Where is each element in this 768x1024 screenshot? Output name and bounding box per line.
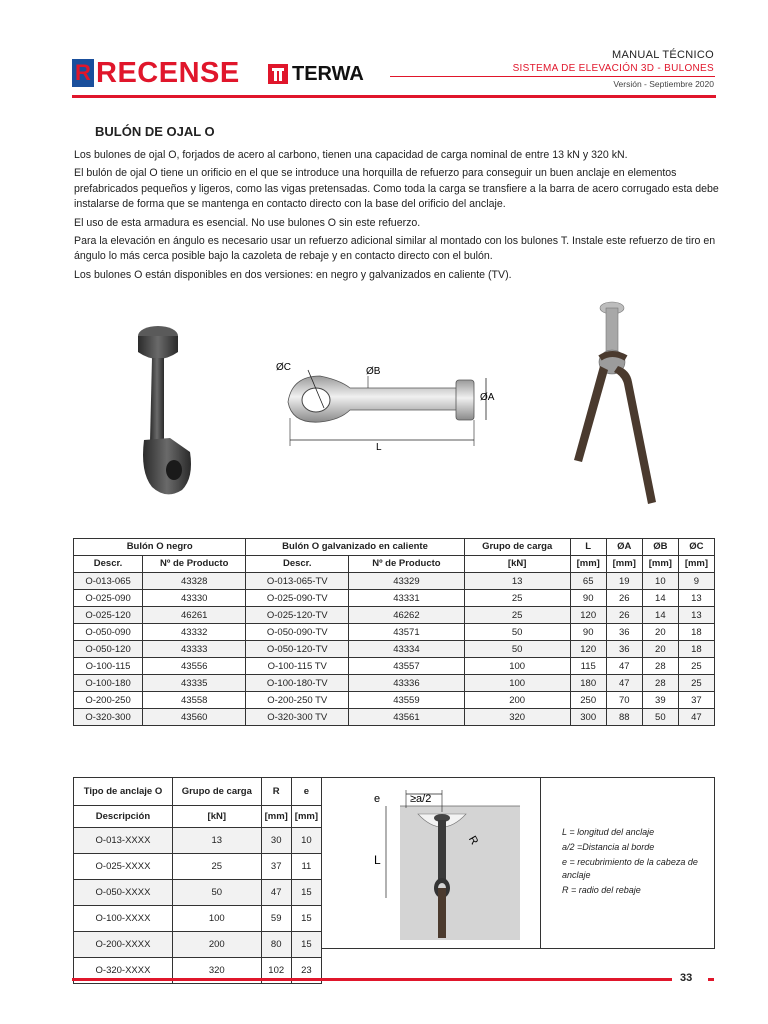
table-cell: 88 [606,709,642,726]
table-row [74,828,322,854]
table-cell: 13 [678,590,714,607]
table-cell: O-100-180 [74,675,143,692]
table-cell: 18 [678,641,714,658]
table-cell: 43333 [143,641,246,658]
table-cell: 28 [642,658,678,675]
table-cell: 14 [642,607,678,624]
diagram-l-label: L [374,853,381,867]
table-cell: O-050-090-TV [246,624,349,641]
table-cell: 25 [464,590,570,607]
table-cell: O-050-XXXX [74,880,173,906]
table-cell: O-013-065 [74,573,143,590]
section-body [74,148,722,286]
unit-kn: [kN] [464,556,570,573]
table-row [74,675,715,692]
subheader-descr-tv: Descr. [246,556,349,573]
recense-logo-icon: R [72,59,94,87]
section-title: BULÓN DE OJAL O [95,124,215,139]
table-cell: 43335 [143,675,246,692]
table-cell: O-100-180-TV [246,675,349,692]
table-cell: 37 [678,692,714,709]
table-cell: O-200-XXXX [74,932,173,958]
group-header-black: Bulón O negro [74,539,246,556]
table-cell: 43336 [349,675,465,692]
table-cell: 43561 [349,709,465,726]
table-cell: 26 [606,590,642,607]
legend-item: L = longitud del anclaje [562,827,655,837]
group-header-galvanized: Bulón O galvanizado en caliente [246,539,464,556]
table-cell: 120 [570,641,606,658]
table-cell: 15 [291,906,321,932]
table-cell: O-320-300 TV [246,709,349,726]
diagram-a2-label: ≥a/2 [410,793,432,805]
col-header-grupo: Grupo de carga [464,539,570,556]
table-cell: 25 [464,607,570,624]
table-cell: 50 [172,880,261,906]
anchor-with-rebar-image [560,296,670,506]
table-row [74,854,322,880]
table-row [74,590,715,607]
paragraph: Para la elevación en ángulo es necesario usar un refuerzo adicional similar al montado con los bulones T. Instale este refuerzo de tiro en ángulo lo más cerca posible bajo la cazoleta de rebaje y en contacto directo con el bulón. [74,235,716,263]
legend-list [562,826,712,899]
table-cell: 39 [642,692,678,709]
table-cell: 9 [678,573,714,590]
legend-item: R = radio del rebaje [562,885,641,895]
table-cell: 80 [261,932,291,958]
legend-divider [540,777,541,948]
unit-mm: [mm] [678,556,714,573]
table-cell: 43329 [349,573,465,590]
table-cell: 10 [291,828,321,854]
table-cell: 180 [570,675,606,692]
anchor-specs-body [74,573,715,726]
diagram-r-label: R [465,834,481,847]
table-cell: 13 [464,573,570,590]
table-cell: 47 [261,880,291,906]
table-cell: 19 [606,573,642,590]
table-row [74,709,715,726]
table-cell: 43328 [143,573,246,590]
manual-subtitle: SISTEMA DE ELEVACIÓN 3D - BULONES [512,63,714,74]
terwa-logo [268,62,364,86]
page-number: 33 [680,972,693,984]
recense-logo-text: RECENSE [96,56,240,89]
table-row [74,906,322,932]
table-cell: O-200-250 TV [246,692,349,709]
table-cell: 65 [570,573,606,590]
legend-item: e = recubrimiento de la cabeza de anclaje [562,857,698,880]
dim-l-label: L [376,442,382,453]
table-cell: O-013-XXXX [74,828,173,854]
manual-title: MANUAL TÉCNICO [612,49,714,61]
table-cell: 43334 [349,641,465,658]
table-cell: 20 [642,641,678,658]
table-cell: 25 [678,675,714,692]
table-cell: 320 [172,958,261,984]
unit-mm: [mm] [291,806,321,828]
header-divider [72,95,716,98]
col-header-c: ØC [678,539,714,556]
table-cell: O-050-090 [74,624,143,641]
table-cell: 20 [642,624,678,641]
table-cell: O-320-XXXX [74,958,173,984]
table-cell: 46261 [143,607,246,624]
table-cell: O-025-090 [74,590,143,607]
table-cell: O-050-120 [74,641,143,658]
table-cell: O-200-250 [74,692,143,709]
col-header-r: R [261,778,291,806]
table-cell: O-100-115 TV [246,658,349,675]
table-cell: O-320-300 [74,709,143,726]
table-cell: 200 [464,692,570,709]
table-cell: 300 [570,709,606,726]
anchor-dimension-drawing [268,358,508,458]
table-cell: O-013-065-TV [246,573,349,590]
subheader-descr: Descr. [74,556,143,573]
table-cell: O-025-XXXX [74,854,173,880]
table-cell: 120 [570,607,606,624]
table-cell: 90 [570,624,606,641]
table-cell: 47 [606,675,642,692]
table-cell: 100 [464,658,570,675]
table-cell: 26 [606,607,642,624]
subheader-nprod-tv: Nº de Producto [349,556,465,573]
diagram-e-label: e [374,793,381,805]
table-cell: 70 [606,692,642,709]
table-row [74,932,322,958]
table-cell: 14 [642,590,678,607]
table-cell: 18 [678,624,714,641]
header-rule [390,76,715,77]
col-header-grupo: Grupo de carga [172,778,261,806]
table-cell: 13 [172,828,261,854]
table-row [74,880,322,906]
table-cell: 28 [642,675,678,692]
table-row [74,624,715,641]
table-cell: 25 [172,854,261,880]
col-header-b: ØB [642,539,678,556]
table-cell: 59 [261,906,291,932]
unit-mm: [mm] [606,556,642,573]
table-cell: 43560 [143,709,246,726]
table-cell: 100 [172,906,261,932]
table-cell: 30 [261,828,291,854]
table-cell: 43559 [349,692,465,709]
table-cell: 47 [678,709,714,726]
legend-item: a/2 =Distancia al borde [562,842,655,852]
table-cell: 43571 [349,624,465,641]
table-row [74,607,715,624]
col-header-a: ØA [606,539,642,556]
table-cell: 320 [464,709,570,726]
table-cell: O-050-120-TV [246,641,349,658]
table-cell: O-100-XXXX [74,906,173,932]
table-cell: 23 [291,958,321,984]
table-row [74,641,715,658]
table-cell: 11 [291,854,321,880]
dim-a-label: ØA [480,392,495,403]
col-header-l: L [570,539,606,556]
anchor-3d-image [130,322,210,502]
table-cell: 43331 [349,590,465,607]
terwa-logo-icon [268,64,288,84]
table-cell: 115 [570,658,606,675]
table-cell: 43557 [349,658,465,675]
table-cell: 25 [678,658,714,675]
subheader-descripcion: Descripción [74,806,173,828]
table-cell: 43332 [143,624,246,641]
table-cell: 10 [642,573,678,590]
table-cell: 43330 [143,590,246,607]
table-cell: 90 [570,590,606,607]
footer-rule [72,978,672,981]
table-cell: O-025-120-TV [246,607,349,624]
table-cell: 200 [172,932,261,958]
table-cell: 50 [642,709,678,726]
table-row [74,573,715,590]
table-cell: 100 [464,675,570,692]
table-cell: O-025-090-TV [246,590,349,607]
dim-c-label: ØC [276,362,291,373]
table-cell: 43558 [143,692,246,709]
table-cell: 13 [678,607,714,624]
col-header-e: e [291,778,321,806]
unit-mm: [mm] [642,556,678,573]
table-cell: 46262 [349,607,465,624]
table-cell: 36 [606,641,642,658]
unit-mm: [mm] [570,556,606,573]
anchor-recess-table [73,777,322,984]
table-cell: O-025-120 [74,607,143,624]
subheader-nprod: Nº de Producto [143,556,246,573]
table-cell: 50 [464,641,570,658]
installation-diagram [360,790,520,940]
anchor-recess-body [74,828,322,984]
dim-b-label: ØB [366,366,381,377]
table-cell: 50 [464,624,570,641]
paragraph: El uso de esta armadura es esencial. No use bulones O sin este refuerzo. [74,216,421,229]
paragraph: El bulón de ojal O tiene un orificio en el que se introduce una horquilla de refuerzo para conseguir un buen anclaje en elementos prefabricados pequeños y ligeros, como las vigas pretensadas. Como toda la carga se transfiere a la barra de acero corrugado esta debe instalarse de forma que se mantenga en contacto directo con la base del orificio del anclaje. [74,167,719,211]
table-cell: 47 [606,658,642,675]
table-cell: 15 [291,932,321,958]
table-cell: 36 [606,624,642,641]
table-cell: O-100-115 [74,658,143,675]
table-cell: 43556 [143,658,246,675]
manual-version: Versión - Septiembre 2020 [613,79,714,89]
table-row [74,692,715,709]
table-cell: 15 [291,880,321,906]
paragraph: Los bulones de ojal O, forjados de acero al carbono, tienen una capacidad de carga nominal de entre 13 kN y 320 kN. [74,149,628,161]
recense-logo [72,58,240,88]
anchor-specs-table [73,538,715,726]
table-cell: 37 [261,854,291,880]
terwa-logo-text: TERWA [292,62,364,85]
footer-dash [708,978,714,981]
table-cell: 102 [261,958,291,984]
col-header-tipo: Tipo de anclaje O [74,778,173,806]
paragraph: Los bulones O están disponibles en dos versiones: en negro y galvanizados en caliente (TV). [74,268,512,281]
unit-mm: [mm] [261,806,291,828]
table-cell: 250 [570,692,606,709]
table-row [74,658,715,675]
unit-kn: [kN] [172,806,261,828]
